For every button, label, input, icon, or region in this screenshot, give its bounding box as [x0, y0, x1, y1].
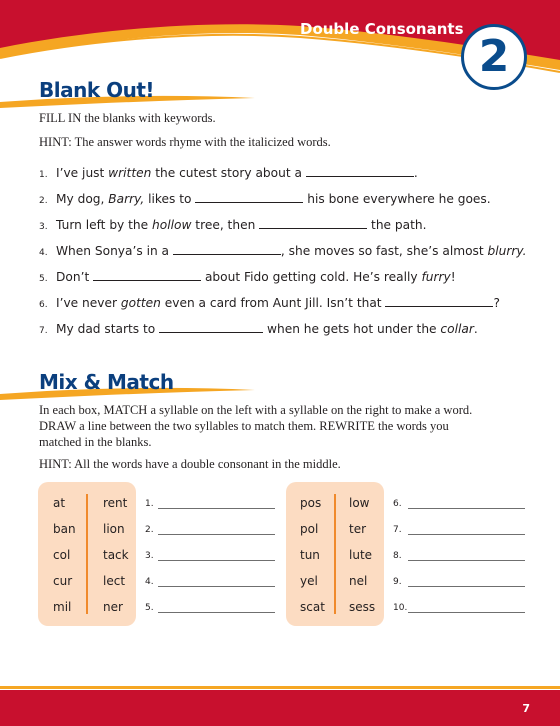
answer-line[interactable]: [408, 534, 525, 535]
item-text: when he gets hot under the: [263, 322, 441, 336]
chapter-title: Double Consonants: [300, 20, 464, 38]
mix-match-instruction: [39, 402, 499, 450]
answer-line[interactable]: [408, 586, 525, 587]
item-italic: hollow: [152, 218, 192, 232]
instruction-line: In each box, MATCH a syllable on the left with a syllable on the right to make a word.: [39, 403, 473, 417]
item-text: I’ve never: [56, 296, 121, 310]
answer-number: 2.: [145, 525, 154, 535]
answer-blank[interactable]: [173, 244, 281, 255]
item-text: Turn left by the: [56, 218, 153, 232]
syllable[interactable]: lion: [103, 522, 125, 536]
answer-blank[interactable]: [159, 322, 263, 333]
syllable[interactable]: nel: [349, 574, 368, 588]
syllable[interactable]: ner: [103, 600, 123, 614]
syllable[interactable]: lect: [103, 574, 126, 588]
item-number: 2.: [39, 196, 48, 206]
item-text: My dog,: [56, 192, 109, 206]
answer-number: 9.: [393, 577, 402, 587]
item-italic: blurry.: [487, 244, 527, 258]
exercise-item: [39, 270, 456, 284]
item-text: ?: [493, 296, 500, 310]
answer-number: 8.: [393, 551, 402, 561]
syllable[interactable]: ter: [349, 522, 367, 536]
footer-bar: [0, 690, 560, 726]
answer-number: 3.: [145, 551, 154, 561]
exercise-item: [39, 166, 418, 180]
instruction-line: DRAW a line between the two syllables to match them. REWRITE the words you: [39, 419, 449, 433]
answer-number: 7.: [393, 525, 402, 535]
item-number: 4.: [39, 248, 48, 258]
item-text: .: [473, 322, 478, 336]
syllable[interactable]: tun: [300, 548, 320, 562]
instruction-line: matched in the blanks.: [39, 435, 152, 449]
answer-blank[interactable]: [306, 166, 414, 177]
answer-number: 6.: [393, 499, 402, 509]
exercise-item: [39, 244, 527, 258]
answer-blank[interactable]: [385, 296, 493, 307]
answer-number: 10.: [393, 603, 408, 613]
box-divider: [334, 494, 336, 614]
syllable[interactable]: mil: [53, 600, 72, 614]
item-text: My dad starts to: [56, 322, 160, 336]
item-italic: collar: [440, 322, 474, 336]
syllable[interactable]: pol: [300, 522, 319, 536]
syllable[interactable]: lute: [349, 548, 373, 562]
mix-match-hint: HINT: All the words have a double consonant in the middle.: [39, 457, 341, 471]
item-text: Don’t: [56, 270, 94, 284]
syllable[interactable]: col: [53, 548, 71, 562]
answer-line[interactable]: [158, 560, 275, 561]
answer-blank[interactable]: [259, 218, 367, 229]
item-number: 7.: [39, 326, 48, 336]
page-number: 7: [522, 702, 530, 715]
syllable[interactable]: tack: [103, 548, 129, 562]
item-text: tree, then: [191, 218, 260, 232]
item-number: 3.: [39, 222, 48, 232]
syllable[interactable]: scat: [300, 600, 325, 614]
item-number: 6.: [39, 300, 48, 310]
answer-line[interactable]: [158, 508, 275, 509]
exercise-item: [39, 192, 491, 206]
answer-number: 5.: [145, 603, 154, 613]
item-text: likes to: [144, 192, 196, 206]
item-italic: furry: [421, 270, 451, 284]
item-italic: written: [108, 166, 152, 180]
item-text: .: [413, 166, 418, 180]
answer-line[interactable]: [408, 508, 525, 509]
item-text: the path.: [367, 218, 427, 232]
exercise-item: [39, 218, 427, 232]
section-title-mix-match: Mix & Match: [39, 370, 174, 394]
item-text: I’ve just: [56, 166, 109, 180]
item-italic: gotten: [120, 296, 161, 310]
syllable[interactable]: cur: [53, 574, 73, 588]
syllable[interactable]: at: [53, 496, 66, 510]
item-text: When Sonya’s in a: [56, 244, 173, 258]
answer-line[interactable]: [158, 534, 275, 535]
item-text: !: [450, 270, 456, 284]
syllable[interactable]: yel: [300, 574, 318, 588]
unit-number-badge: 2: [461, 24, 527, 90]
answer-line[interactable]: [158, 612, 275, 613]
blank-out-instruction: FILL IN the blanks with keywords.: [39, 111, 216, 125]
box-divider: [86, 494, 88, 614]
item-text: even a card from Aunt Jill. Isn’t that: [160, 296, 386, 310]
answer-number: 1.: [145, 499, 154, 509]
syllable[interactable]: ban: [53, 522, 76, 536]
item-text: his bone everywhere he goes.: [303, 192, 491, 206]
exercise-item: [39, 322, 478, 336]
answer-blank[interactable]: [195, 192, 303, 203]
item-text: , she moves so fast, she’s almost: [280, 244, 488, 258]
item-number: 5.: [39, 274, 48, 284]
item-italic: Barry,: [108, 192, 145, 206]
answer-line[interactable]: [158, 586, 275, 587]
footer-stripe: [0, 686, 560, 689]
syllable[interactable]: rent: [103, 496, 128, 510]
exercise-item: [39, 296, 500, 310]
syllable[interactable]: low: [349, 496, 370, 510]
syllable[interactable]: pos: [300, 496, 322, 510]
syllable[interactable]: sess: [349, 600, 376, 614]
answer-line[interactable]: [408, 612, 525, 613]
section-title-blank-out: Blank Out!: [39, 78, 155, 102]
item-text: the cutest story about a: [151, 166, 306, 180]
item-number: 1.: [39, 170, 48, 180]
answer-number: 4.: [145, 577, 154, 587]
answer-blank[interactable]: [93, 270, 201, 281]
item-text: about Fido getting cold. He’s really: [201, 270, 422, 284]
blank-out-hint: HINT: The answer words rhyme with the italicized words.: [39, 135, 331, 149]
answer-line[interactable]: [408, 560, 525, 561]
